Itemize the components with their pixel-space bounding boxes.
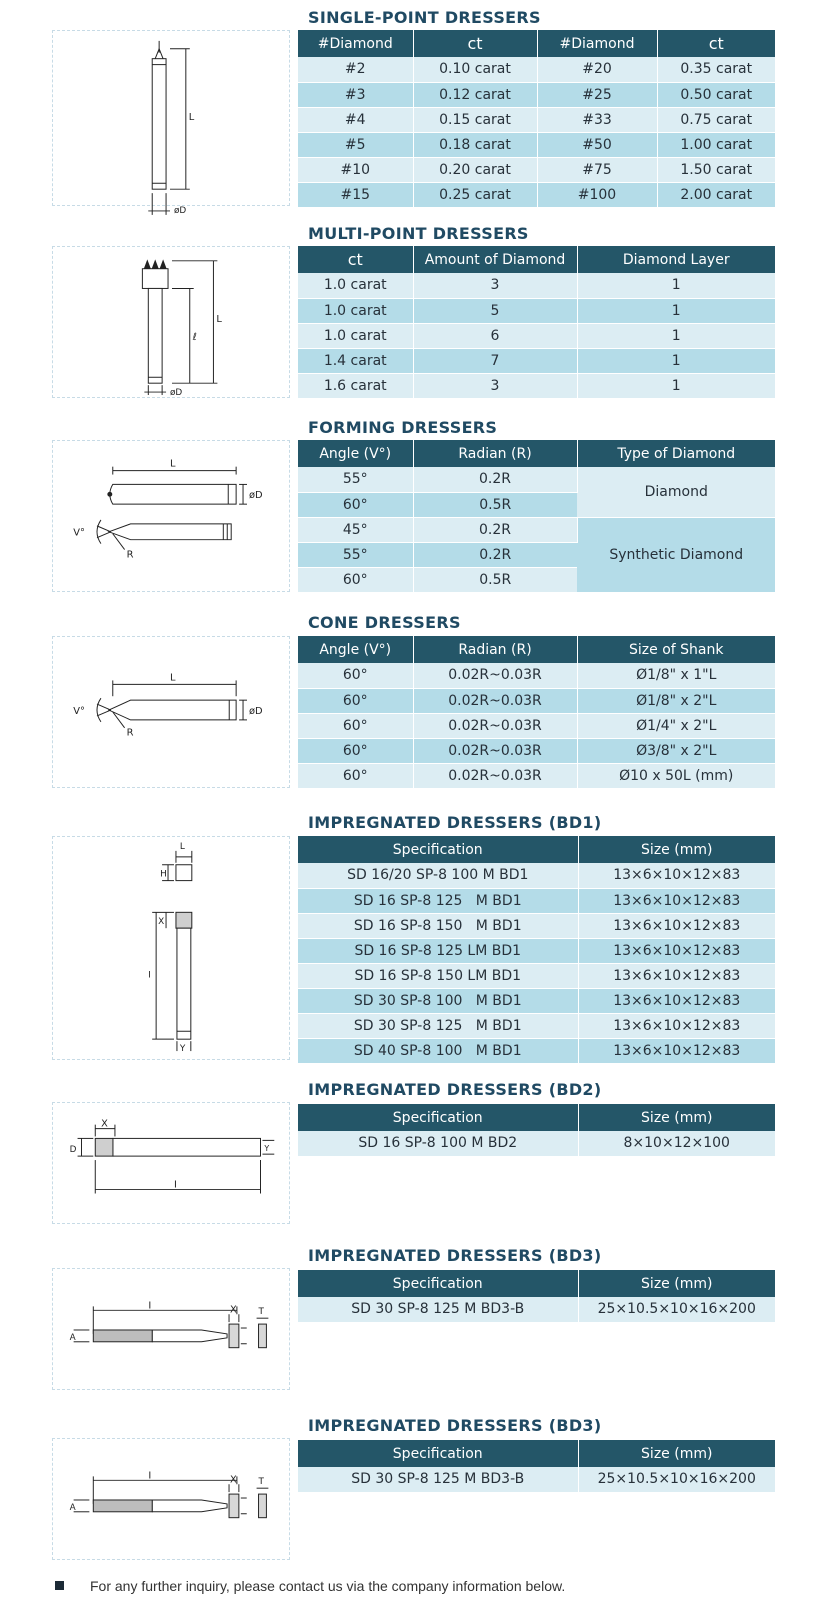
cell: 1.50 carat xyxy=(657,157,775,182)
cell: #5 xyxy=(298,132,413,157)
h-label: H xyxy=(160,869,167,880)
angle-label: V° xyxy=(73,527,85,539)
header-size: Size (mm) xyxy=(578,836,775,863)
cell: 13×6×10×12×83 xyxy=(578,938,775,963)
a-label: A xyxy=(69,1502,76,1513)
cell: 1 xyxy=(577,373,775,398)
cell-type-diamond: Diamond xyxy=(577,467,775,517)
header-size: Size (mm) xyxy=(578,1270,775,1297)
t-label: T xyxy=(258,1307,264,1318)
diameter-label: øD xyxy=(170,388,183,399)
bd1-table xyxy=(298,836,775,1064)
cell: SD 16 SP-8 125 M BD1 xyxy=(298,888,578,913)
header-radian: Radian (R) xyxy=(413,636,577,663)
cell: 5 xyxy=(413,298,577,323)
i-label: I xyxy=(173,1179,177,1191)
cell: 0.02R~0.03R xyxy=(413,663,577,688)
table-row xyxy=(298,713,775,738)
table-row xyxy=(298,963,775,988)
cell: 0.2R xyxy=(413,542,577,567)
cell: 0.25 carat xyxy=(413,182,537,207)
table-row xyxy=(298,688,775,713)
header-ct: ct xyxy=(657,30,775,57)
cell: SD 30 SP-8 125 M BD1 xyxy=(298,1013,578,1038)
section-title-forming: FORMING DRESSERS xyxy=(308,418,498,437)
table-row xyxy=(298,273,775,298)
cell: 0.75 carat xyxy=(657,107,775,132)
cell: 60° xyxy=(298,713,413,738)
angle-label: V° xyxy=(73,705,85,717)
cell: SD 16 SP-8 100 M BD2 xyxy=(298,1131,578,1156)
radius-label: R xyxy=(126,727,134,739)
table-row xyxy=(298,663,775,688)
x-label: X xyxy=(230,1474,237,1486)
header-shank: Size of Shank xyxy=(577,636,775,663)
cell: 0.10 carat xyxy=(413,57,537,82)
cell: 60° xyxy=(298,688,413,713)
cell: 13×6×10×12×83 xyxy=(578,1013,775,1038)
diameter-label: øD xyxy=(248,705,263,717)
table-row xyxy=(298,763,775,788)
cell: 55° xyxy=(298,467,413,492)
header-layer: Diamond Layer xyxy=(577,246,775,273)
table-row xyxy=(298,1131,775,1156)
cell: 1.6 carat xyxy=(298,373,413,398)
table-row xyxy=(298,107,775,132)
single-point-diagram xyxy=(52,30,290,216)
section-title-bd3-a: IMPREGNATED DRESSERS (BD3) xyxy=(308,1246,602,1265)
header-diamond: #Diamond xyxy=(298,30,413,57)
table-row xyxy=(298,373,775,398)
t-label: T xyxy=(258,1477,264,1488)
section-title-multi-point: MULTI-POINT DRESSERS xyxy=(308,224,529,243)
cell: 0.20 carat xyxy=(413,157,537,182)
cell: 13×6×10×12×83 xyxy=(578,1038,775,1063)
x-label: X xyxy=(101,1118,108,1130)
length-label: L xyxy=(216,314,222,325)
cell: 0.5R xyxy=(413,492,577,517)
table-row xyxy=(298,938,775,963)
header-angle: Angle (V°) xyxy=(298,636,413,663)
cell: 1 xyxy=(577,323,775,348)
table-row xyxy=(298,1013,775,1038)
table-row xyxy=(298,988,775,1013)
table-row xyxy=(298,517,775,542)
table-row xyxy=(298,467,775,492)
square-bullet-icon xyxy=(55,1581,64,1590)
table-row xyxy=(298,182,775,207)
bd1-diagram xyxy=(52,836,290,1060)
cell: SD 30 SP-8 125 M BD3-B xyxy=(298,1297,578,1322)
cell: 0.02R~0.03R xyxy=(413,763,577,788)
cell: 1.0 carat xyxy=(298,273,413,298)
table-row xyxy=(298,1038,775,1063)
cell: SD 40 SP-8 100 M BD1 xyxy=(298,1038,578,1063)
cell: SD 16 SP-8 150 LM BD1 xyxy=(298,963,578,988)
cell-type-synthetic: Synthetic Diamond xyxy=(577,517,775,592)
forming-table xyxy=(298,440,775,593)
x-label: X xyxy=(158,917,165,928)
bd2-diagram xyxy=(52,1102,290,1224)
cell: Ø1/8" x 2"L xyxy=(577,688,775,713)
header-specification: Specification xyxy=(298,1270,578,1297)
cell: 1.0 carat xyxy=(298,323,413,348)
header-angle: Angle (V°) xyxy=(298,440,413,467)
table-row xyxy=(298,57,775,82)
diameter-label: øD xyxy=(248,490,263,502)
cell: 60° xyxy=(298,492,413,517)
cell: #2 xyxy=(298,57,413,82)
section-title-bd3-b: IMPREGNATED DRESSERS (BD3) xyxy=(308,1416,602,1435)
cell: 45° xyxy=(298,517,413,542)
header-size: Size (mm) xyxy=(578,1104,775,1131)
header-diamond: #Diamond xyxy=(537,30,657,57)
table-row xyxy=(298,323,775,348)
bd3-b-table xyxy=(298,1440,775,1493)
multi-point-diagram xyxy=(52,246,290,398)
cell: SD 16 SP-8 125 LM BD1 xyxy=(298,938,578,963)
table-row xyxy=(298,82,775,107)
cell: 0.15 carat xyxy=(413,107,537,132)
x-label: X xyxy=(230,1304,237,1316)
cell: #15 xyxy=(298,182,413,207)
table-row xyxy=(298,1297,775,1322)
cell: Ø10 x 50L (mm) xyxy=(577,763,775,788)
diameter-label: øD xyxy=(173,205,187,216)
cell: 0.2R xyxy=(413,517,577,542)
cell: 13×6×10×12×83 xyxy=(578,988,775,1013)
cell: 3 xyxy=(413,373,577,398)
forming-diagram xyxy=(52,440,290,592)
header-ct: ct xyxy=(298,246,413,273)
section-title-bd1: IMPREGNATED DRESSERS (BD1) xyxy=(308,813,602,832)
table-row xyxy=(298,1467,775,1492)
table-row xyxy=(298,348,775,373)
cell: #10 xyxy=(298,157,413,182)
cell: 2.00 carat xyxy=(657,182,775,207)
section-title-bd2: IMPREGNATED DRESSERS (BD2) xyxy=(308,1080,602,1099)
cone-diagram xyxy=(52,636,290,788)
cell: 60° xyxy=(298,567,413,592)
inner-length-label: ℓ xyxy=(192,331,197,343)
cell: 25×10.5×10×16×200 xyxy=(578,1467,775,1492)
cell: 60° xyxy=(298,738,413,763)
cell: 55° xyxy=(298,542,413,567)
cell: SD 16 SP-8 150 M BD1 xyxy=(298,913,578,938)
cell: 3 xyxy=(413,273,577,298)
i-label: I xyxy=(148,970,151,981)
table-row xyxy=(298,863,775,888)
cell: 1.4 carat xyxy=(298,348,413,373)
l-label: L xyxy=(179,841,185,852)
table-row xyxy=(298,738,775,763)
bd3-a-diagram xyxy=(52,1268,290,1390)
cell: 0.12 carat xyxy=(413,82,537,107)
cell: SD 16/20 SP-8 100 M BD1 xyxy=(298,863,578,888)
cell: Ø1/8" x 1"L xyxy=(577,663,775,688)
cell: 1.0 carat xyxy=(298,298,413,323)
cell: 1 xyxy=(577,298,775,323)
table-row xyxy=(298,157,775,182)
cell: 7 xyxy=(413,348,577,373)
cell: 8×10×12×100 xyxy=(578,1131,775,1156)
y-label: Y xyxy=(179,1044,186,1055)
cell: #50 xyxy=(537,132,657,157)
cell: 0.02R~0.03R xyxy=(413,738,577,763)
i-label: I xyxy=(148,1300,152,1312)
cell: 60° xyxy=(298,663,413,688)
section-title-single-point: SINGLE-POINT DRESSERS xyxy=(308,8,541,27)
cell: 0.35 carat xyxy=(657,57,775,82)
bd3-b-diagram xyxy=(52,1438,290,1560)
cell: 13×6×10×12×83 xyxy=(578,888,775,913)
length-label: L xyxy=(170,458,176,470)
header-type: Type of Diamond xyxy=(577,440,775,467)
cell: 13×6×10×12×83 xyxy=(578,963,775,988)
multi-point-table xyxy=(298,246,775,399)
cell: 0.2R xyxy=(413,467,577,492)
cell: 0.18 carat xyxy=(413,132,537,157)
length-label: L xyxy=(188,111,195,123)
cell: #20 xyxy=(537,57,657,82)
bd3-a-table xyxy=(298,1270,775,1323)
cell: 6 xyxy=(413,323,577,348)
header-specification: Specification xyxy=(298,1104,578,1131)
bd2-table xyxy=(298,1104,775,1157)
footer-note xyxy=(55,1578,565,1594)
cell: SD 30 SP-8 125 M BD3-B xyxy=(298,1467,578,1492)
cell: Ø3/8" x 2"L xyxy=(577,738,775,763)
header-specification: Specification xyxy=(298,1440,578,1467)
a-label: A xyxy=(69,1332,76,1343)
table-row xyxy=(298,298,775,323)
cone-table xyxy=(298,636,775,789)
cell: 60° xyxy=(298,763,413,788)
cell: 25×10.5×10×16×200 xyxy=(578,1297,775,1322)
single-point-table xyxy=(298,30,775,208)
table-row xyxy=(298,913,775,938)
cell: #3 xyxy=(298,82,413,107)
cell: #33 xyxy=(537,107,657,132)
cell: #25 xyxy=(537,82,657,107)
cell: 1 xyxy=(577,273,775,298)
cell: 0.02R~0.03R xyxy=(413,688,577,713)
header-radian: Radian (R) xyxy=(413,440,577,467)
cell: #100 xyxy=(537,182,657,207)
cell: 1.00 carat xyxy=(657,132,775,157)
d-label: D xyxy=(69,1145,77,1156)
section-title-cone: CONE DRESSERS xyxy=(308,613,461,632)
length-label: L xyxy=(170,672,176,684)
footer-text: For any further inquiry, please contact us via the company information below. xyxy=(90,1578,566,1594)
cell: Ø1/4" x 2"L xyxy=(577,713,775,738)
cell: 13×6×10×12×83 xyxy=(578,913,775,938)
cell: #4 xyxy=(298,107,413,132)
cell: SD 30 SP-8 100 M BD1 xyxy=(298,988,578,1013)
radius-label: R xyxy=(126,549,134,561)
table-row xyxy=(298,132,775,157)
header-amount: Amount of Diamond xyxy=(413,246,577,273)
cell: #75 xyxy=(537,157,657,182)
cell: 0.5R xyxy=(413,567,577,592)
cell: 1 xyxy=(577,348,775,373)
y-label: Y xyxy=(264,1144,270,1154)
header-ct: ct xyxy=(413,30,537,57)
cell: 0.50 carat xyxy=(657,82,775,107)
cell: 0.02R~0.03R xyxy=(413,713,577,738)
header-size: Size (mm) xyxy=(578,1440,775,1467)
header-specification: Specification xyxy=(298,836,578,863)
cell: 13×6×10×12×83 xyxy=(578,863,775,888)
i-label: I xyxy=(148,1470,152,1482)
table-row xyxy=(298,888,775,913)
